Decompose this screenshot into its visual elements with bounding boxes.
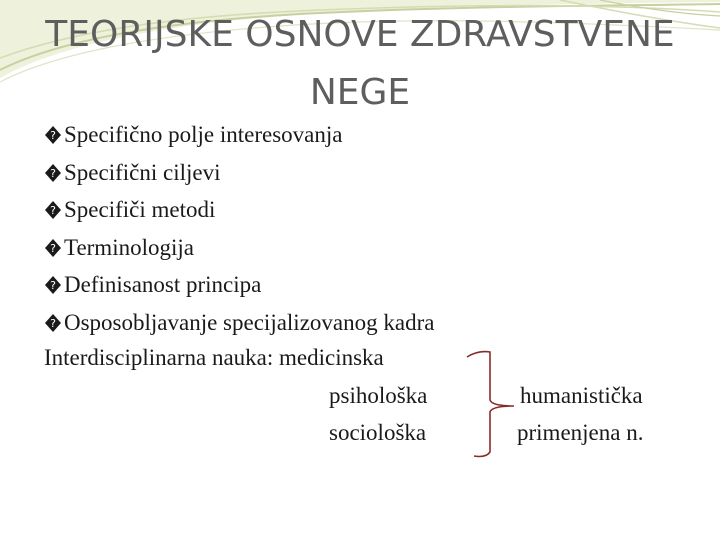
svg-text:?: ?: [50, 316, 56, 330]
left-item-socioloska: sociološka: [329, 420, 427, 445]
svg-text:?: ?: [50, 279, 56, 292]
bullet-text: Definisanost principa: [64, 272, 262, 297]
right-item-humanisticka: humanistička: [520, 383, 643, 408]
title-line-1: TEORIJSKE OSNOVE ZDRAVSTVENE: [45, 14, 675, 55]
svg-text:?: ?: [50, 204, 56, 217]
title-line-2: NEGE: [309, 72, 411, 113]
bullet-text: Specifiči metodi: [64, 197, 216, 222]
bullet-text: Terminologija: [64, 234, 194, 260]
interdisciplinary-label: Interdisciplinarna nauka: medicinska: [44, 345, 384, 370]
right-item-primenjena: primenjena n.: [517, 420, 644, 445]
bullet-text: Specifični ciljevi: [64, 159, 221, 185]
svg-text:?: ?: [50, 129, 56, 142]
svg-text:?: ?: [50, 241, 56, 255]
svg-text:?: ?: [50, 166, 56, 180]
bullet-text: Osposobljavanje specijalizovanog kadra: [64, 309, 435, 335]
left-item-psiholoska: psihološka: [329, 383, 428, 408]
bullet-text: Specifično polje interesovanja: [64, 122, 343, 147]
